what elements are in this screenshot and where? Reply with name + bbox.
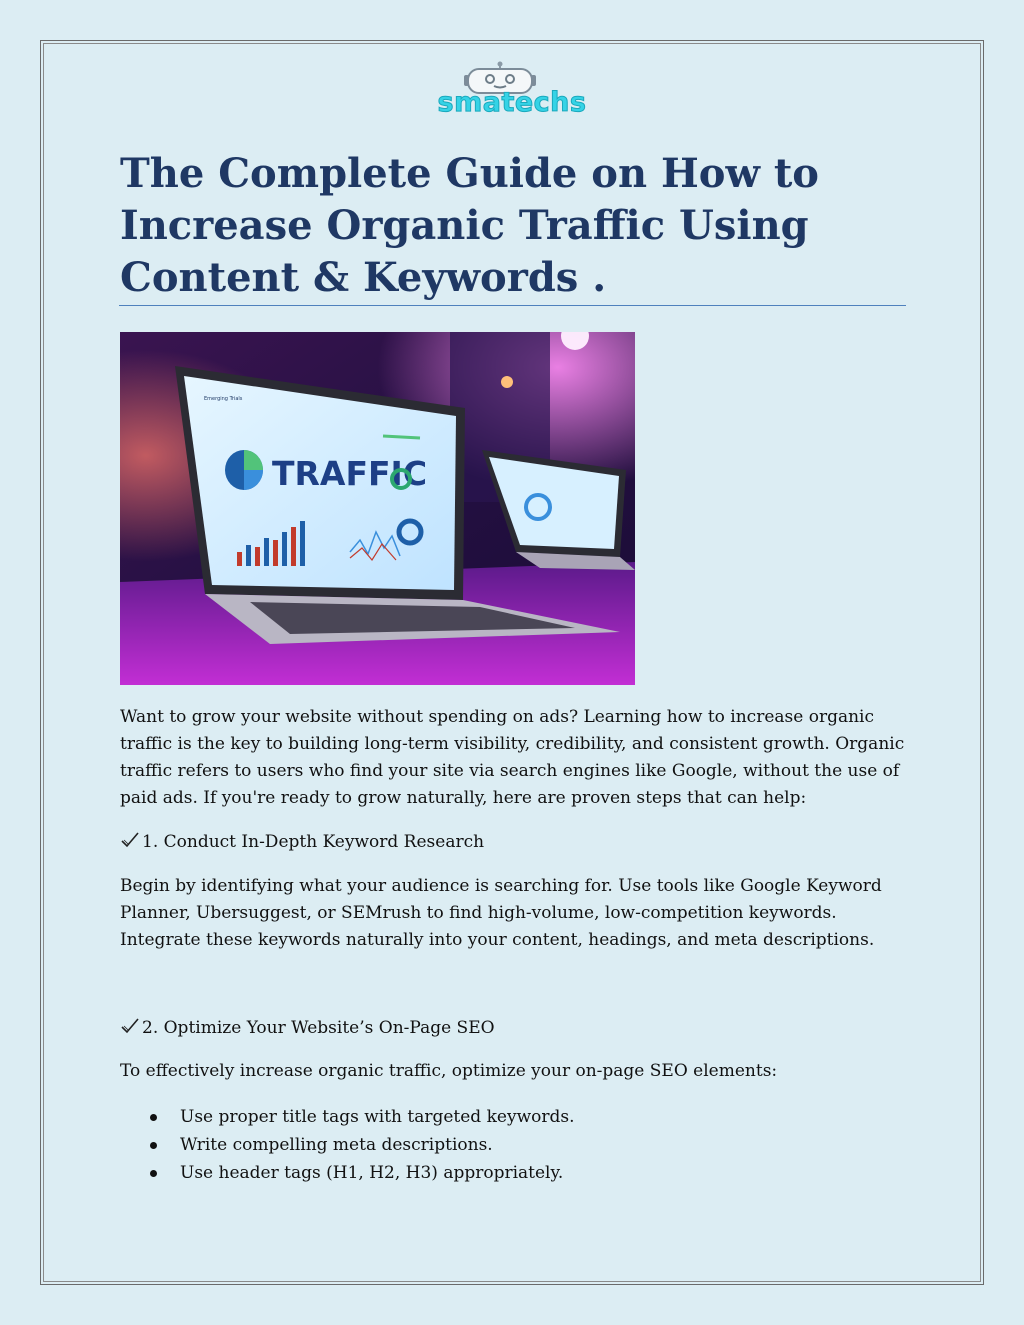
hero-traffic-text: TRAFFIC [272, 454, 428, 493]
check-mark-icon [120, 831, 140, 849]
check-mark-icon [120, 1017, 140, 1035]
list-item: Use header tags (H1, H2, H3) appropriately. [150, 1159, 910, 1187]
section-2-heading [120, 1015, 910, 1042]
page-title: The Complete Guide on How to Increase Organic Traffic Using Content & Keywords . [120, 150, 819, 301]
intro-paragraph: Want to grow your website without spending on ads? Learning how to increase organic traffic is the key to building long-term visibility, credibility, and consistent growth. Organic traffic refers to users who find your site via search engines like Google, without the use of paid ads. If you're ready to grow naturally, here are proven steps that can help: [120, 707, 905, 808]
bullet-icon [150, 1142, 157, 1149]
title-divider [119, 305, 906, 306]
section-1-heading-text: 1. Conduct In-Depth Keyword Research [142, 832, 485, 852]
section-2-heading-text: 2. Optimize Your Website’s On-Page SEO [142, 1018, 495, 1038]
bullet-icon [150, 1114, 157, 1121]
bullet-icon [150, 1170, 157, 1177]
section-1-paragraph: Begin by identifying what your audience is searching for. Use tools like Google Keyword Planner, Ubersuggest, or SEMrush to find high-volume, low-competition keywords. Integrate these keywords naturally into your content, headings, and meta descriptions. [120, 876, 882, 950]
list-item: Use proper title tags with targeted keywords. [150, 1103, 910, 1131]
list-item: Write compelling meta descriptions. [150, 1131, 910, 1159]
section-2-paragraph: To effectively increase organic traffic, optimize your on-page SEO elements: [120, 1061, 778, 1081]
logo-wordmark: smatechs [437, 87, 587, 118]
section-1-heading [120, 829, 910, 856]
hero-image [120, 332, 635, 685]
logo [412, 60, 612, 120]
hero-screen-header: Emerging Trials [204, 396, 243, 402]
seo-bullet-list [150, 1103, 910, 1187]
